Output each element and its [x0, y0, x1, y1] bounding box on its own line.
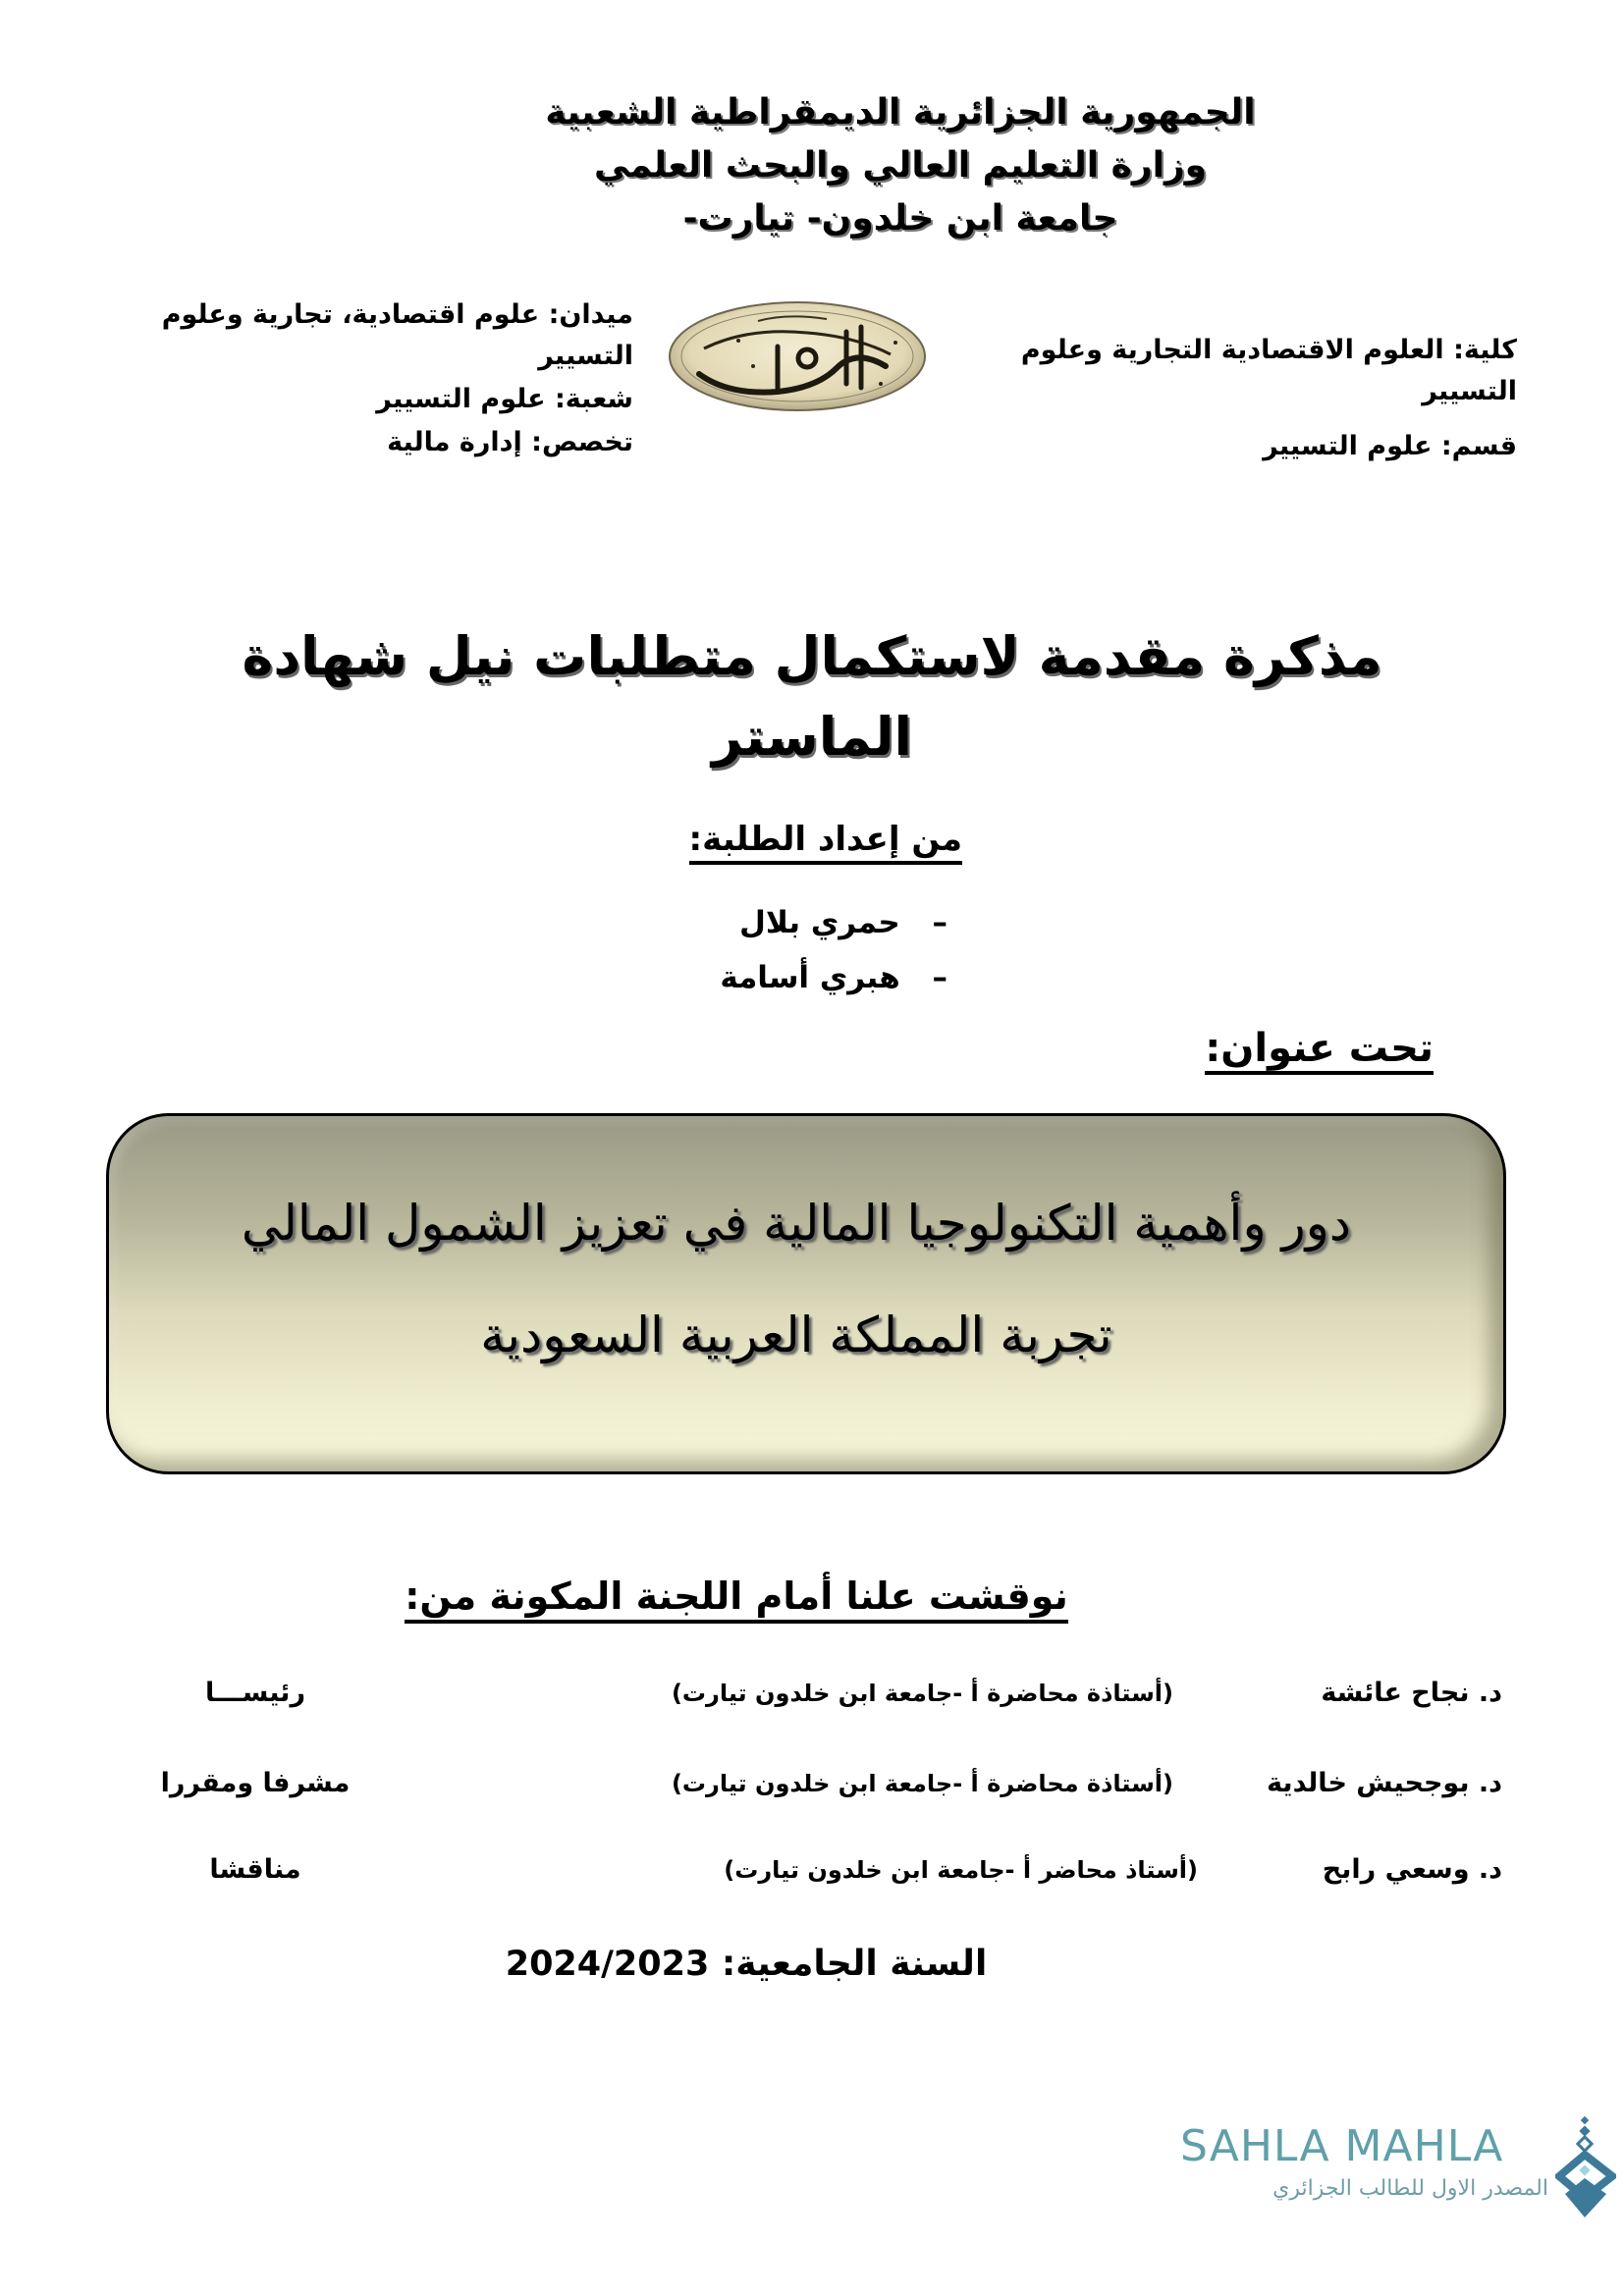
department-line: [997, 426, 1517, 467]
member-name: د. نجاح عائشة: [1321, 1678, 1502, 1708]
thesis-title-box: [106, 1113, 1506, 1474]
prepared-by-label: من إعداد الطلبة:: [668, 815, 962, 864]
member-affiliation: (أستاذ محاضر أ -جامعة ابن خلدون تيارت): [724, 1856, 1198, 1884]
field-line: [108, 294, 633, 377]
student-name: هبري أسامة: [720, 960, 900, 995]
ministry-line: وزارة التعليم العالي والبحث العلمي: [593, 145, 1208, 186]
program-info: [108, 294, 633, 465]
field-value: علوم اقتصادية، تجارية وعلوم التسيير: [161, 299, 633, 371]
department-label: قسم:: [1440, 431, 1517, 461]
faculty-line: [997, 330, 1517, 412]
dash-bullet-icon: –: [932, 905, 947, 940]
member-affiliation: (أستاذة محاضرة أ -جامعة ابن خلدون تيارت): [671, 1680, 1173, 1707]
watermark-tagline: المصدر الاول للطالب الجزائري: [1272, 2176, 1548, 2201]
member-name: د. وسعي رابح: [1322, 1854, 1502, 1885]
faculty-info: [997, 330, 1517, 467]
faculty-label: كلية:: [1453, 335, 1517, 365]
committee-member-row: [137, 1669, 1502, 1718]
under-title-label: تحت عنوان:: [1159, 1021, 1434, 1076]
sahla-mahla-watermark: [1168, 2115, 1620, 2223]
faculty-value: العلوم الاقتصادية التجارية وعلوم التسيير: [1020, 335, 1517, 406]
committee-member-row: [137, 1845, 1502, 1895]
sahla-mahla-logo-icon: [1555, 2115, 1616, 2223]
member-role: مناقشا: [209, 1854, 301, 1885]
republic-line: الجمهورية الجزائرية الديمقراطية الشعبية: [545, 92, 1256, 133]
field-label: ميدان:: [548, 299, 633, 330]
document-header: [0, 86, 1624, 245]
university-line: جامعة ابن خلدون- تيارت-: [682, 198, 1118, 239]
member-role: مشرفا ومقررا: [160, 1768, 351, 1798]
member-role: رئيســـا: [204, 1678, 305, 1708]
university-seal-icon: [660, 297, 935, 415]
watermark-brand: SAHLA MAHLA: [1180, 2121, 1504, 2171]
specialty-label: تخصص:: [531, 427, 633, 457]
memoir-heading-line1: مذكرة مقدمة لاستكمال متطلبات نيل شهادة: [242, 625, 1382, 687]
member-affiliation: (أستاذة محاضرة أ -جامعة ابن خلدون تيارت): [671, 1770, 1173, 1797]
branch-value: علوم التسيير: [376, 384, 546, 414]
department-value: علوم التسيير: [1263, 431, 1433, 461]
branch-label: شعبة:: [555, 384, 633, 414]
academic-year-value: 2024/2023: [505, 1945, 710, 1984]
committee-member-row: [137, 1759, 1502, 1808]
academic-year: [491, 1937, 1001, 1992]
student-name: حمري بلال: [739, 905, 900, 940]
committee-label: نوقشت علنا أمام اللجنة المكونة من:: [373, 1569, 1100, 1624]
memoir-heading-line2: الماستر: [711, 706, 912, 768]
thesis-title-line1: دور وأهمية التكنولوجيا المالية في تعزيز الشمول المالي: [241, 1195, 1352, 1252]
academic-year-label: السنة الجامعية:: [721, 1944, 988, 1984]
branch-line: [108, 379, 633, 420]
student-item: [687, 950, 947, 1005]
thesis-title-line2: تجربة المملكة العربية السعودية: [480, 1307, 1112, 1363]
dash-bullet-icon: –: [932, 960, 947, 995]
specialty-line: [108, 422, 633, 463]
specialty-value: إدارة مالية: [387, 427, 522, 457]
student-item: [687, 895, 947, 950]
students-list: [687, 895, 947, 1005]
member-name: د. بوجحيش خالدية: [1267, 1768, 1502, 1798]
memoir-heading: [196, 616, 1428, 777]
